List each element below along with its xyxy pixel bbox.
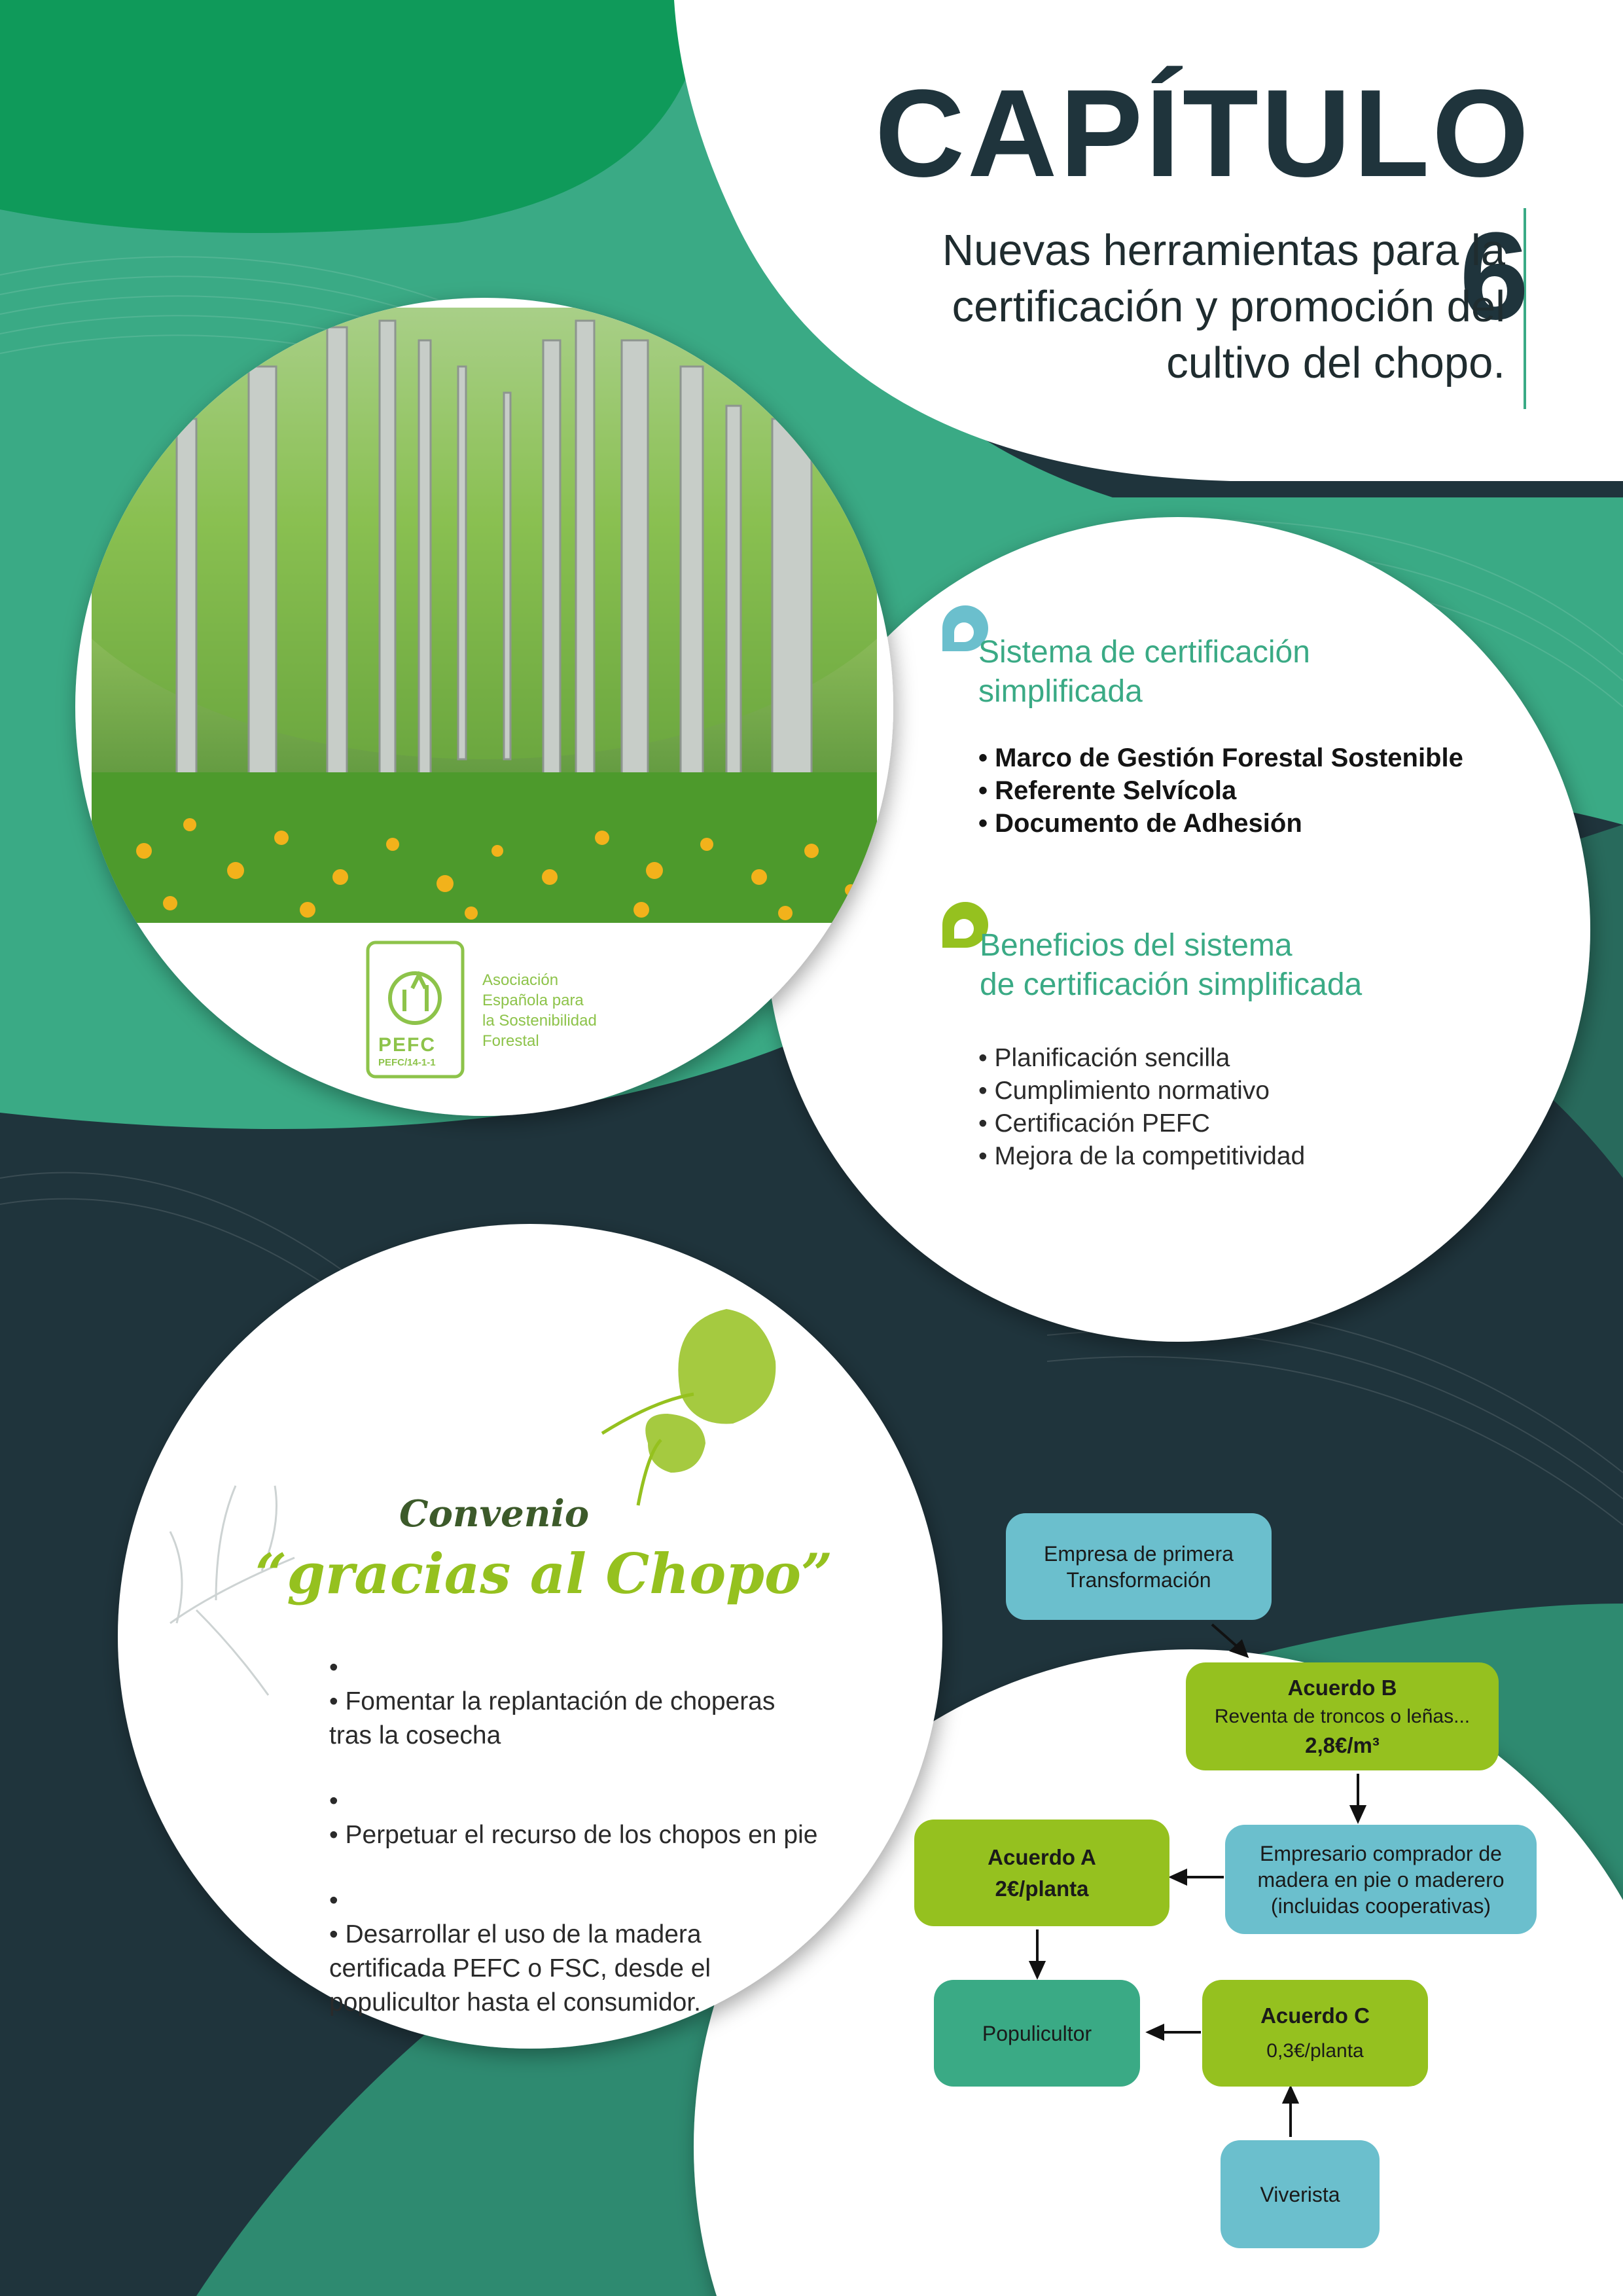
section2-heading: Beneficios del sistema de certificación simplificada — [980, 928, 1363, 1002]
list-item: • Planificación sencilla — [978, 1042, 1305, 1075]
flow-box-populicultor: Populicultor — [934, 1980, 1140, 2087]
pefc-label: PEFC — [378, 1034, 437, 1056]
convenio-title-small: Convenio — [399, 1492, 590, 1535]
chapter-subtitle: Nuevas herramientas para la certificación y promoción del cultivo del chopo. — [942, 226, 1505, 387]
flow-box-acuerdo-c: Acuerdo C 0,3€/planta — [1202, 1980, 1428, 2087]
list-item: • Documento de Adhesión — [978, 807, 1463, 840]
pefc-code: PEFC/14-1-1 — [378, 1057, 436, 1068]
list-item: • Referente Selvícola — [978, 774, 1463, 807]
flow-box-acuerdo-a: Acuerdo A 2€/planta — [914, 1820, 1169, 1926]
list-item: • Cumplimiento normativo — [978, 1075, 1305, 1107]
convenio-points — [329, 1651, 817, 2051]
section2-list — [978, 1042, 1305, 1173]
list-item: • Certificación PEFC — [978, 1107, 1305, 1140]
flow-box-empresario: Empresario comprador de madera en pie o maderero (incluidas cooperativas) — [1225, 1825, 1537, 1934]
list-item: • Mejora de la competitividad — [978, 1140, 1305, 1173]
flow-box-viverista: Viverista — [1221, 2140, 1380, 2248]
section1-list — [978, 742, 1463, 840]
list-item: • • Perpetuar el recurso de los chopos en pie — [329, 1784, 817, 1852]
chapter-title: CAPÍTULO 6 — [874, 64, 1531, 346]
flow-box-acuerdo-b: Acuerdo B Reventa de troncos o leñas... 2,8€/m³ — [1186, 1662, 1499, 1770]
list-item: • • Desarrollar el uso de la madera certificada PEFC o FSC, desde el populicultor hasta el consumidor. — [329, 1884, 817, 2020]
list-item: • Marco de Gestión Forestal Sostenible — [978, 742, 1463, 774]
flow-box-empresa: Empresa de primera Transformación — [1006, 1513, 1272, 1620]
section1-heading: Sistema de certificación simplificada — [978, 635, 1310, 709]
convenio-title-big: “gracias al Chopo” — [255, 1541, 833, 1606]
list-item: • • Fomentar la replantación de choperas tras la cosecha — [329, 1651, 817, 1753]
pefc-org-name: Asociación Española para la Sostenibilidad Forestal — [482, 971, 597, 1050]
